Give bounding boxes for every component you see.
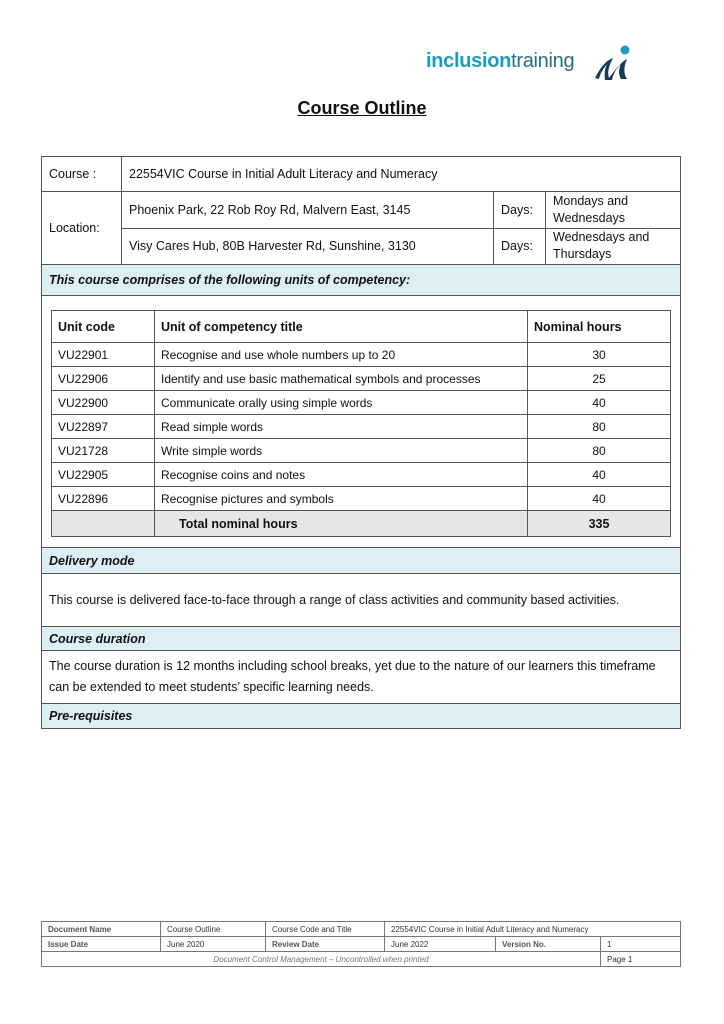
table-row [52,487,671,511]
control-note: Document Control Management – Uncontrolled when printed [42,952,601,967]
unit-title: Identify and use basic mathematical symbols and processes [155,367,528,391]
location-row [42,192,680,265]
footer-row [42,937,681,952]
units-header-row [52,311,671,343]
days-value: Wednesdays and Thursdays [545,228,680,264]
table-row [52,463,671,487]
total-spacer [52,511,155,537]
unit-code: VU22897 [52,415,155,439]
days-value: Mondays and Wednesdays [545,192,680,228]
unit-hours: 25 [528,367,671,391]
unit-hours: 30 [528,343,671,367]
total-row [52,511,671,537]
units-heading: This course comprises of the following units of competency: [42,265,680,296]
prereq-heading: Pre-requisites [42,704,680,728]
version: 1 [601,937,681,952]
units-table [51,310,671,537]
unit-code: VU22905 [52,463,155,487]
doc-name-label: Document Name [42,922,161,937]
unit-hours: 80 [528,415,671,439]
logo-mark-icon [591,44,639,82]
days-label: Days: [493,228,545,264]
unit-title: Recognise and use whole numbers up to 20 [155,343,528,367]
code-title-label: Course Code and Title [266,922,385,937]
issue-date-label: Issue Date [42,937,161,952]
col-unit-code: Unit code [52,311,155,343]
unit-code: VU21728 [52,439,155,463]
table-row [52,367,671,391]
page-number: Page 1 [601,952,681,967]
course-outline-form [41,156,681,729]
inclusion-training-logo [426,44,646,84]
document-control-footer [41,921,681,967]
review-date: June 2022 [385,937,496,952]
logo-wordmark [426,50,574,73]
code-title: 22554VIC Course in Initial Adult Literacy and Numeracy [385,922,681,937]
total-label: Total nominal hours [155,511,528,537]
table-row [52,415,671,439]
doc-name: Course Outline [161,922,266,937]
unit-code: VU22901 [52,343,155,367]
delivery-heading: Delivery mode [42,548,680,574]
unit-hours: 40 [528,391,671,415]
total-value: 335 [528,511,671,537]
unit-code: VU22900 [52,391,155,415]
table-row [52,439,671,463]
duration-text: The course duration is 12 months including school breaks, yet due to the nature of our learners this timeframe can be extended to meet students’ specific learning needs. [49,659,656,694]
location-row-2 [121,228,680,264]
col-unit-title: Unit of competency title [155,311,528,343]
location-address: Visy Cares Hub, 80B Harvester Rd, Sunshine, 3130 [129,239,416,253]
version-label: Version No. [496,937,601,952]
unit-title: Communicate orally using simple words [155,391,528,415]
unit-hours: 40 [528,487,671,511]
course-value: 22554VIC Course in Initial Adult Literacy and Numeracy [121,157,680,191]
unit-hours: 40 [528,463,671,487]
logo-word-inclusion: inclusion [426,50,512,72]
col-nominal-hours: Nominal hours [528,311,671,343]
unit-code: VU22906 [52,367,155,391]
unit-title: Recognise pictures and symbols [155,487,528,511]
unit-code: VU22896 [52,487,155,511]
unit-title: Recognise coins and notes [155,463,528,487]
duration-section [42,651,680,704]
unit-hours: 80 [528,439,671,463]
unit-title: Write simple words [155,439,528,463]
page-title: Course Outline [297,98,427,118]
duration-heading: Course duration [42,627,680,651]
delivery-text: This course is delivered face-to-face through a range of class activities and community based activities. [49,592,620,607]
issue-date: June 2020 [161,937,266,952]
days-label: Days: [493,192,545,228]
footer-row [42,922,681,937]
table-row [52,391,671,415]
review-date-label: Review Date [266,937,385,952]
unit-title: Read simple words [155,415,528,439]
units-section [42,296,680,548]
table-row [52,343,671,367]
footer-row [42,952,681,967]
location-label: Location: [49,221,100,235]
delivery-section [42,574,680,627]
location-address: Phoenix Park, 22 Rob Roy Rd, Malvern East, 3145 [129,203,411,217]
logo-word-training: training [511,50,575,72]
course-row [42,157,680,192]
location-row-1 [121,192,680,229]
course-label: Course : [49,167,97,181]
